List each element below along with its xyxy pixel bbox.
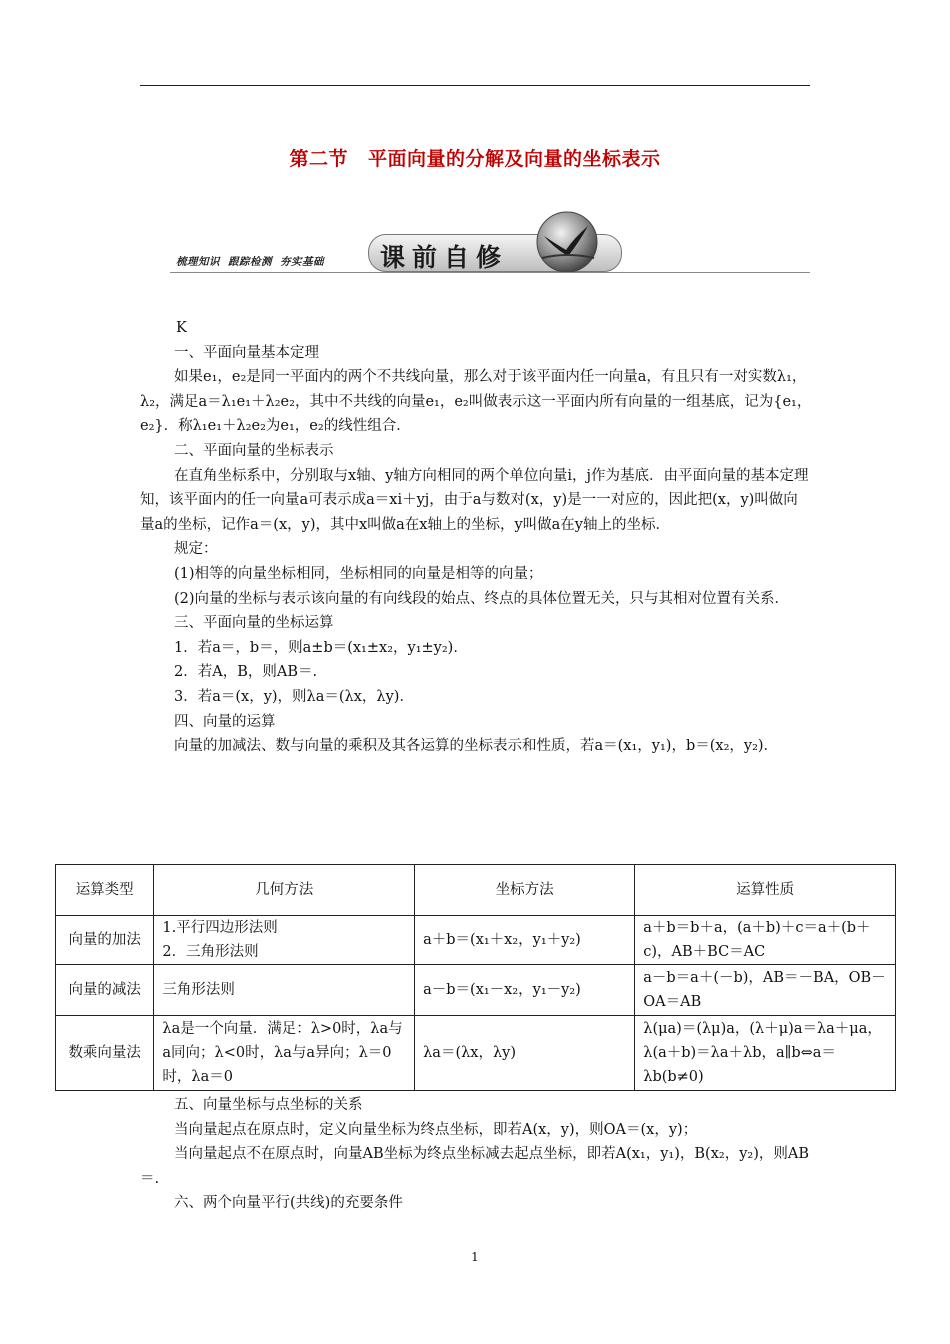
op-3: 3．若a＝(x，y)，则λa＝(λx，λy)． — [174, 688, 414, 705]
heading-point-coords: 五、向量坐标与点坐标的关系 — [174, 1097, 363, 1113]
paragraph-nonorigin-start: 当向量起点不在原点时，向量AB坐标为终点坐标减去起点坐标，即若A(x₁，y₁)，B(x₂，y₂)，则AB＝. — [140, 1146, 809, 1187]
cell-type: 向量的减法 — [56, 965, 154, 1016]
section-title: 平面向量的分解及向量的坐标表示 — [368, 148, 661, 170]
heading-vector-ops: 四、向量的运算 — [174, 713, 276, 730]
heading-basic-theorem: 一、平面向量基本定理 — [174, 344, 319, 361]
cell-geometry: λa是一个向量．满足：λ>0时，λa与a同向；λ<0时，λa与a异向；λ＝0时，λa＝0 — [154, 1016, 415, 1091]
bird-emblem-icon — [522, 208, 612, 274]
table-row — [56, 965, 896, 1016]
table-header-row — [56, 865, 896, 916]
cell-coord: λa＝(λx，λy) — [415, 1016, 635, 1091]
banner-tag-2: 跟踪检测 — [228, 256, 272, 268]
rule-label: 规定： — [174, 541, 218, 558]
cell-property: a＋b＝b＋a，(a＋b)＋c＝a＋(b＋c)，AB＋BC＝AC — [635, 916, 896, 965]
geometry-line: 2．三角形法则 — [162, 944, 259, 960]
page-title — [0, 144, 950, 171]
main-content — [140, 316, 812, 759]
cell-type: 数乘向量法 — [56, 1016, 154, 1091]
cell-coord: a－b＝(x₁－x₂，y₁－y₂) — [415, 965, 635, 1016]
cell-geometry: 三角形法则 — [154, 965, 415, 1016]
banner-tag-1: 梳理知识 — [176, 256, 220, 268]
section-number: 第二节 — [289, 148, 348, 170]
cell-coord: a＋b＝(x₁＋x₂，y₁＋y₂) — [415, 916, 635, 965]
banner-baseline — [170, 272, 810, 273]
paragraph-basic-theorem: 如果e₁，e₂是同一平面内的两个不共线向量，那么对于该平面内任一向量a，有且只有一对实数λ₁，λ₂，满足a＝λ₁e₁＋λ₂e₂，其中不共线的向量e₁，e₂叫做表示这一平面内所有向量的一组基底，记为{e₁，e₂}．称λ₁e₁＋λ₂e₂为e₁，e₂的线性组合． — [140, 369, 812, 435]
cell-geometry — [154, 916, 415, 965]
rule-2: (2)向量的坐标与表示该向量的有向线段的始点、终点的具体位置无关，只与其相对位置有关系． — [174, 590, 790, 607]
table-row — [56, 1016, 896, 1091]
table-header-coord: 坐标方法 — [415, 865, 635, 916]
heading-parallel-condition: 六、两个向量平行(共线)的充要条件 — [174, 1195, 403, 1212]
marker-k: K — [176, 320, 187, 336]
cell-type: 向量的加法 — [56, 916, 154, 965]
paragraph-origin-start: 当向量起点在原点时，定义向量坐标为终点坐标，即若A(x，y)，则OA＝(x，y)； — [174, 1121, 698, 1138]
cell-property: λ(μa)＝(λμ)a，(λ＋μ)a＝λa＋μa，λ(a＋b)＝λa＋λb，a∥b⇔a＝λb(b≠0) — [635, 1016, 896, 1091]
header-rule — [140, 85, 810, 86]
op-2: 2．若A，B，则AB＝. — [174, 664, 318, 681]
table-row — [56, 916, 896, 965]
banner-label: 课前自修 — [380, 243, 509, 272]
heading-coordinate-repr: 二、平面向量的坐标表示 — [174, 442, 334, 459]
paragraph-coordinate-repr: 在直角坐标系中，分别取与x轴、y轴方向相同的两个单位向量i，j作为基底．由平面向量的基本定理知，该平面内的任一向量a可表示成a＝xi＋yj，由于a与数对(x，y)是一一对应的，因此把(x，y)叫做向量a的坐标，记作a＝(x，y)，其中x叫做a在x轴上的坐标，y叫做a在y轴上的坐标． — [140, 467, 809, 533]
operations-table — [55, 864, 896, 1091]
geometry-line: 1.平行四边形法则 — [162, 920, 278, 936]
main-content-continued — [140, 1093, 812, 1216]
paragraph-vector-ops: 向量的加减法、数与向量的乘积及其各运算的坐标表示和性质，若a＝(x₁，y₁)，b＝(x₂，y₂)． — [174, 738, 779, 755]
table-header-property: 运算性质 — [635, 865, 896, 916]
banner-tag-3: 夯实基础 — [280, 256, 324, 268]
section-banner — [170, 204, 815, 276]
rule-1: (1)相等的向量坐标相同，坐标相同的向量是相等的向量； — [174, 565, 543, 582]
table-header-geometry: 几何方法 — [154, 865, 415, 916]
page-number: 1 — [471, 1250, 479, 1264]
table-header-type: 运算类型 — [56, 865, 154, 916]
banner-tagline — [176, 254, 332, 269]
op-1: 1．若a＝，b＝，则a±b＝(x₁±x₂，y₁±y₂)． — [174, 639, 468, 656]
cell-property: a－b＝a＋(－b)，AB＝－BA，OB－OA＝AB — [635, 965, 896, 1016]
heading-coordinate-ops: 三、平面向量的坐标运算 — [174, 615, 334, 632]
